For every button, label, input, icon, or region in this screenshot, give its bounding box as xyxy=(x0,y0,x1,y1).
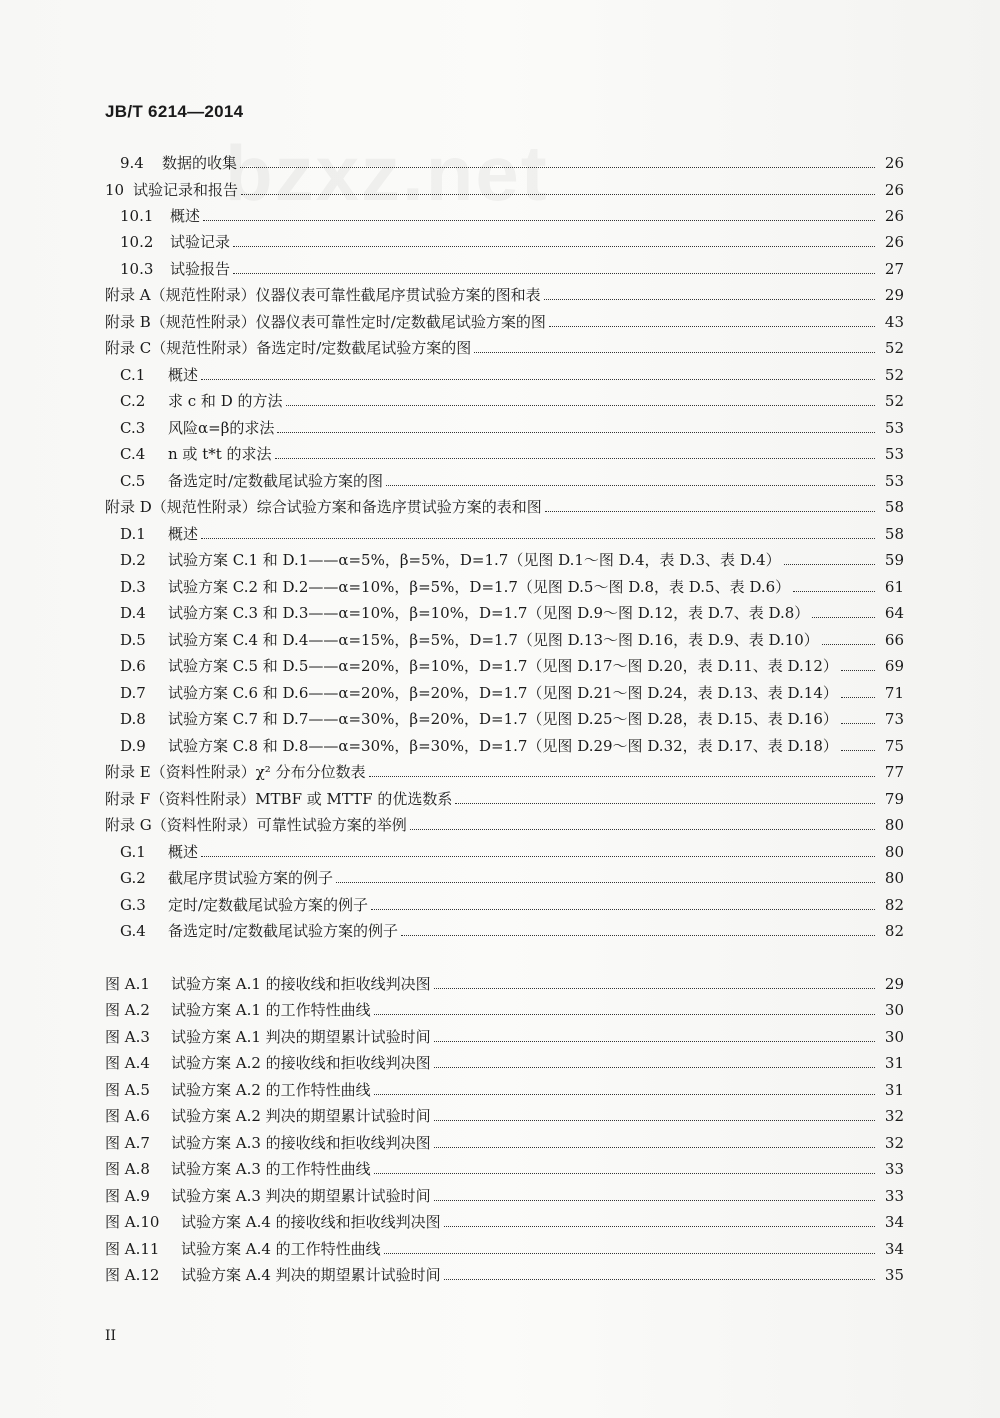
entry-number: 图 A.3 xyxy=(105,1028,150,1046)
entry-title: 试验方案 C.1 和 D.1——α=5%，β=5%，D=1.7（见图 D.1～图 D.4，表 D.3、表 D.4） xyxy=(168,551,781,569)
entry-number: 图 A.11 xyxy=(105,1240,160,1258)
entry-number: 图 A.6 xyxy=(105,1107,150,1125)
toc-entry[interactable] xyxy=(105,177,904,199)
entry-number: 附录 F xyxy=(105,790,151,808)
entry-number: 图 A.9 xyxy=(105,1187,150,1205)
entry-number: D.4 xyxy=(120,604,146,622)
entry-page-number: 79 xyxy=(884,790,904,808)
toc-entry[interactable] xyxy=(120,415,904,437)
entry-title: 试验方案 A.3 的工作特性曲线 xyxy=(171,1160,371,1178)
figure-list-entry[interactable] xyxy=(105,1262,904,1284)
entry-number: 附录 A xyxy=(105,286,151,304)
entry-number: 图 A.2 xyxy=(105,1001,150,1019)
dot-leader xyxy=(434,1067,875,1068)
figure-list-entry[interactable] xyxy=(105,1209,904,1231)
entry-number: 10.1 xyxy=(120,207,154,225)
dot-leader xyxy=(240,167,875,168)
toc-entry[interactable] xyxy=(120,441,904,463)
entry-title: 求 c 和 D 的方法 xyxy=(168,392,283,410)
toc-entry[interactable] xyxy=(120,918,904,940)
figure-list-entry[interactable] xyxy=(105,1236,904,1258)
entry-page-number: 31 xyxy=(884,1054,904,1072)
figure-list-entry[interactable] xyxy=(105,1156,904,1178)
entry-title: 试验方案 C.3 和 D.3——α=10%，β=10%，D=1.7（见图 D.9～图 D.12，表 D.7、表 D.8） xyxy=(168,604,810,622)
dot-leader xyxy=(374,1094,875,1095)
entry-title: 定时/定数截尾试验方案的例子 xyxy=(168,896,369,914)
entry-page-number: 77 xyxy=(884,763,904,781)
entry-page-number: 31 xyxy=(884,1081,904,1099)
entry-page-number: 33 xyxy=(884,1187,904,1205)
dot-leader xyxy=(374,1014,875,1015)
entry-number: 图 A.5 xyxy=(105,1081,150,1099)
entry-number: C.5 xyxy=(120,472,146,490)
dot-leader xyxy=(444,1226,875,1227)
entry-page-number: 35 xyxy=(884,1266,904,1284)
entry-number: D.2 xyxy=(120,551,146,569)
entry-page-number: 53 xyxy=(884,445,904,463)
figure-list-entry[interactable] xyxy=(105,1183,904,1205)
toc-entry[interactable] xyxy=(105,335,904,357)
entry-page-number: 80 xyxy=(884,816,904,834)
entry-page-number: 26 xyxy=(884,154,904,172)
entry-number: D.9 xyxy=(120,737,146,755)
entry-page-number: 43 xyxy=(884,313,904,331)
entry-title: 试验方案 A.4 的接收线和拒收线判决图 xyxy=(181,1213,441,1231)
toc-entry[interactable] xyxy=(120,547,904,569)
entry-number: D.5 xyxy=(120,631,146,649)
entry-page-number: 82 xyxy=(884,896,904,914)
entry-title: 试验方案 C.4 和 D.4——α=15%，β=5%，D=1.7（见图 D.13～图 D.16，表 D.9、表 D.10） xyxy=(168,631,819,649)
page-number-footer: II xyxy=(105,1328,117,1344)
entry-number: 附录 D xyxy=(105,498,152,516)
entry-page-number: 75 xyxy=(884,737,904,755)
dot-leader xyxy=(812,617,875,618)
entry-title: 试验方案 A.4 的工作特性曲线 xyxy=(181,1240,381,1258)
dot-leader xyxy=(793,591,875,592)
dot-leader xyxy=(841,697,875,698)
entry-title: 截尾序贯试验方案的例子 xyxy=(168,869,334,887)
entry-page-number: 33 xyxy=(884,1160,904,1178)
entry-title: 试验方案 A.3 的接收线和拒收线判决图 xyxy=(171,1134,431,1152)
entry-title: n 或 t*t 的求法 xyxy=(168,445,272,463)
figure-list-entry[interactable] xyxy=(105,971,904,993)
toc-entry[interactable] xyxy=(120,627,904,649)
entry-title: 风险α=β的求法 xyxy=(168,419,275,437)
entry-page-number: 53 xyxy=(884,419,904,437)
dot-leader xyxy=(201,856,875,857)
entry-page-number: 82 xyxy=(884,922,904,940)
entry-title: 备选定时/定数截尾试验方案的例子 xyxy=(168,922,399,940)
entry-page-number: 30 xyxy=(884,1001,904,1019)
entry-number: D.3 xyxy=(120,578,146,596)
toc-entry[interactable] xyxy=(105,812,904,834)
entry-page-number: 26 xyxy=(884,207,904,225)
figure-list-entry[interactable] xyxy=(105,1050,904,1072)
entry-title: 试验方案 A.1 判决的期望累计试验时间 xyxy=(171,1028,431,1046)
entry-title: 试验方案 A.2 的工作特性曲线 xyxy=(171,1081,371,1099)
entry-page-number: 32 xyxy=(884,1134,904,1152)
dot-leader xyxy=(241,194,875,195)
toc-entry[interactable] xyxy=(120,839,904,861)
toc-entry[interactable] xyxy=(120,362,904,384)
entry-title: 备选定时/定数截尾试验方案的图 xyxy=(168,472,384,490)
dot-leader xyxy=(434,1200,875,1201)
entry-number: 附录 C xyxy=(105,339,152,357)
entry-page-number: 29 xyxy=(884,975,904,993)
toc-entry[interactable] xyxy=(105,282,904,304)
entry-title: 试验报告 xyxy=(170,260,231,278)
entry-page-number: 34 xyxy=(884,1240,904,1258)
dot-leader xyxy=(841,750,875,751)
entry-number: G.1 xyxy=(120,843,146,861)
entry-number: D.7 xyxy=(120,684,146,702)
entry-number: D.1 xyxy=(120,525,146,543)
entry-title: 试验方案 A.1 的接收线和拒收线判决图 xyxy=(171,975,431,993)
dot-leader xyxy=(549,326,875,327)
toc-entry[interactable] xyxy=(105,759,904,781)
toc-entry[interactable] xyxy=(120,706,904,728)
entry-page-number: 32 xyxy=(884,1107,904,1125)
entry-title: （规范性附录）综合试验方案和备选序贯试验方案的表和图 xyxy=(151,498,542,516)
entry-title: （资料性附录）MTBF 或 MTTF 的优选数系 xyxy=(150,790,453,808)
entry-page-number: 61 xyxy=(884,578,904,596)
toc-entry[interactable] xyxy=(120,521,904,543)
entry-title: 试验方案 A.2 判决的期望累计试验时间 xyxy=(171,1107,431,1125)
dot-leader xyxy=(201,379,875,380)
entry-number: 图 A.10 xyxy=(105,1213,160,1231)
entry-title: 数据的收集 xyxy=(162,154,238,172)
entry-number: 10.3 xyxy=(120,260,154,278)
dot-leader xyxy=(201,538,875,539)
dot-leader xyxy=(545,511,875,512)
entry-title: 试验方案 C.2 和 D.2——α=10%，β=5%，D=1.7（见图 D.5～图 D.8，表 D.5、表 D.6） xyxy=(168,578,791,596)
dot-leader xyxy=(369,776,875,777)
entry-number: 图 A.8 xyxy=(105,1160,150,1178)
entry-number: C.1 xyxy=(120,366,146,384)
dot-leader xyxy=(455,803,875,804)
entry-page-number: 34 xyxy=(884,1213,904,1231)
toc-entry[interactable] xyxy=(120,256,904,278)
entry-title: 试验方案 C.6 和 D.6——α=20%，β=20%，D=1.7（见图 D.21～图 D.24，表 D.13、表 D.14） xyxy=(168,684,838,702)
entry-title: 试验记录和报告 xyxy=(133,181,239,199)
entry-page-number: 58 xyxy=(884,498,904,516)
toc-entry[interactable] xyxy=(120,680,904,702)
entry-number: C.3 xyxy=(120,419,146,437)
dot-leader xyxy=(474,352,875,353)
entry-page-number: 52 xyxy=(884,339,904,357)
toc-entry[interactable] xyxy=(120,229,904,251)
entry-title: （资料性附录）χ² 分布分位数表 xyxy=(150,763,366,781)
entry-title: 试验方案 A.3 判决的期望累计试验时间 xyxy=(171,1187,431,1205)
figure-list-entry[interactable] xyxy=(105,1077,904,1099)
entry-page-number: 52 xyxy=(884,366,904,384)
watermark: bzxz.net xyxy=(225,129,549,217)
dot-leader xyxy=(371,909,875,910)
entry-title: 概述 xyxy=(168,525,199,543)
entry-title: 概述 xyxy=(168,366,199,384)
entry-number: C.2 xyxy=(120,392,146,410)
dot-leader xyxy=(822,644,875,645)
entry-page-number: 29 xyxy=(884,286,904,304)
document-code-header: JB/T 6214—2014 xyxy=(105,102,244,121)
dot-leader xyxy=(275,458,875,459)
toc-entry[interactable] xyxy=(120,892,904,914)
entry-title: 试验方案 C.8 和 D.8——α=30%，β=30%，D=1.7（见图 D.29～图 D.32，表 D.17、表 D.18） xyxy=(168,737,838,755)
entry-page-number: 30 xyxy=(884,1028,904,1046)
entry-number: 附录 G xyxy=(105,816,152,834)
entry-number: 图 A.1 xyxy=(105,975,150,993)
entry-page-number: 53 xyxy=(884,472,904,490)
toc-entry[interactable] xyxy=(105,786,904,808)
entry-page-number: 69 xyxy=(884,657,904,675)
figure-list-entry[interactable] xyxy=(105,1103,904,1125)
figure-list-entry[interactable] xyxy=(105,1024,904,1046)
dot-leader xyxy=(233,246,875,247)
dot-leader xyxy=(841,670,875,671)
toc-entry[interactable] xyxy=(120,388,904,410)
toc-entry[interactable] xyxy=(105,309,904,331)
entry-number: C.4 xyxy=(120,445,146,463)
dot-leader xyxy=(841,723,875,724)
dot-leader xyxy=(277,432,875,433)
entry-title: （规范性附录）仪器仪表可靠性定时/定数截尾试验方案的图 xyxy=(150,313,546,331)
dot-leader xyxy=(386,485,875,486)
entry-number: D.6 xyxy=(120,657,146,675)
toc-entry[interactable] xyxy=(120,150,904,172)
entry-title: 试验方案 C.5 和 D.5——α=20%，β=10%，D=1.7（见图 D.17～图 D.20，表 D.11、表 D.12） xyxy=(168,657,838,675)
dot-leader xyxy=(233,273,875,274)
entry-number: G.2 xyxy=(120,869,146,887)
entry-number: 10 xyxy=(105,181,125,199)
toc-entry[interactable] xyxy=(120,574,904,596)
entry-number: D.8 xyxy=(120,710,146,728)
entry-number: 图 A.4 xyxy=(105,1054,150,1072)
entry-number: 附录 B xyxy=(105,313,151,331)
entry-page-number: 80 xyxy=(884,869,904,887)
entry-page-number: 73 xyxy=(884,710,904,728)
dot-leader xyxy=(434,1120,875,1121)
dot-leader xyxy=(336,882,875,883)
dot-leader xyxy=(401,935,875,936)
entry-page-number: 26 xyxy=(884,181,904,199)
dot-leader xyxy=(434,1147,875,1148)
dot-leader xyxy=(444,1279,875,1280)
entry-title: 试验方案 A.1 的工作特性曲线 xyxy=(171,1001,371,1019)
toc-entry[interactable] xyxy=(120,865,904,887)
dot-leader xyxy=(286,405,875,406)
entry-number: 9.4 xyxy=(120,154,144,172)
figure-list-entry[interactable] xyxy=(105,997,904,1019)
toc-entry[interactable] xyxy=(120,653,904,675)
entry-title: （规范性附录）备选定时/定数截尾试验方案的图 xyxy=(151,339,472,357)
figure-list-entry[interactable] xyxy=(105,1130,904,1152)
entry-page-number: 64 xyxy=(884,604,904,622)
entry-page-number: 59 xyxy=(884,551,904,569)
entry-page-number: 58 xyxy=(884,525,904,543)
dot-leader xyxy=(434,988,875,989)
toc-entry[interactable] xyxy=(120,203,904,225)
dot-leader xyxy=(544,299,875,300)
entry-number: 图 A.7 xyxy=(105,1134,150,1152)
entry-page-number: 80 xyxy=(884,843,904,861)
toc-entry[interactable] xyxy=(105,494,904,516)
entry-number: G.3 xyxy=(120,896,146,914)
entry-title: 试验方案 C.7 和 D.7——α=30%，β=20%，D=1.7（见图 D.25～图 D.28，表 D.15、表 D.16） xyxy=(168,710,838,728)
entry-page-number: 52 xyxy=(884,392,904,410)
entry-number: G.4 xyxy=(120,922,146,940)
dot-leader xyxy=(410,829,875,830)
entry-number: 附录 E xyxy=(105,763,151,781)
entry-page-number: 66 xyxy=(884,631,904,649)
toc-entry[interactable] xyxy=(120,468,904,490)
entry-page-number: 26 xyxy=(884,233,904,251)
entry-page-number: 71 xyxy=(884,684,904,702)
entry-title: 试验方案 A.2 的接收线和拒收线判决图 xyxy=(171,1054,431,1072)
dot-leader xyxy=(784,564,875,565)
entry-number: 10.2 xyxy=(120,233,154,251)
dot-leader xyxy=(374,1173,875,1174)
entry-title: （规范性附录）仪器仪表可靠性截尾序贯试验方案的图和表 xyxy=(150,286,541,304)
toc-entry[interactable] xyxy=(120,600,904,622)
entry-page-number: 27 xyxy=(884,260,904,278)
dot-leader xyxy=(384,1253,875,1254)
entry-number: 图 A.12 xyxy=(105,1266,160,1284)
entry-title: 概述 xyxy=(168,843,199,861)
entry-title: （资料性附录）可靠性试验方案的举例 xyxy=(151,816,407,834)
entry-title: 概述 xyxy=(170,207,201,225)
entry-title: 试验方案 A.4 判决的期望累计试验时间 xyxy=(181,1266,441,1284)
dot-leader xyxy=(203,220,875,221)
entry-title: 试验记录 xyxy=(170,233,231,251)
toc-entry[interactable] xyxy=(120,733,904,755)
dot-leader xyxy=(434,1041,875,1042)
